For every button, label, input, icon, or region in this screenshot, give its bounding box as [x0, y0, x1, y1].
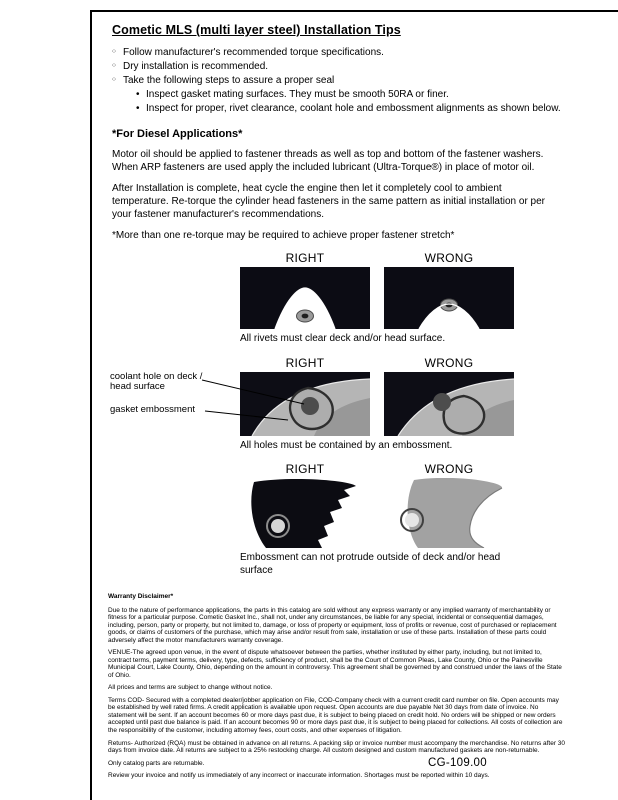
right-label: RIGHT — [285, 355, 325, 370]
warranty-paragraph: Returns- Authorized (RQA) must be obtained in advance on all returns. A packing slip or invoice number must accompany the merchandise. No returns after 30 days from invoice date. All returns are subject to a 25% restocking charge. All custom designed and custom manufactured gaskets are non-returnable. — [108, 739, 566, 755]
rivet-diagram-caption: All rivets must clear deck and/or head surface. — [240, 333, 446, 344]
hole-diagram-panels — [240, 372, 552, 436]
rivet-wrong-diagram — [384, 267, 514, 329]
warranty-disclaimer-section — [108, 593, 566, 780]
rivet-right-diagram — [240, 267, 370, 329]
wrong-label: WRONG — [424, 462, 474, 476]
warranty-paragraph: All prices and terms are subject to change without notice. — [108, 684, 273, 692]
rivet-diagram-row — [240, 251, 552, 346]
retorque-note: *More than one re-torque may be required to achieve proper fastener stretch* — [112, 230, 455, 241]
installation-tips-list — [112, 46, 608, 115]
diesel-applications-heading: *For Diesel Applications* — [112, 128, 243, 140]
protrude-diagram-panels — [240, 478, 552, 548]
gasket-embossment-label: gasket embossment — [110, 403, 196, 415]
wrong-label: WRONG — [424, 355, 474, 370]
warranty-paragraph: Terms COD- Secured with a completed dealer/jobber application on File, COD-Company check with a current credit card number on file. Open accounts may be established by well rated firms. A credit application is available upon request. Open accounts are due payable Net 30 days from date of invoice. No statement will be sent. If an account becomes 60 or more days past due, it is subject to being placed on credit hold. No orders will be shipped or new orders accepted until past due balance is paid. If an account becomes 90 or more days past due, it is subject to being placed for collections. All costs of collection are the responsibility of the customer, including attorney fees, court costs, and other expenses of litigation. — [108, 696, 563, 734]
diesel-paragraph-2: After Installation is complete, heat cycle the engine then let it completely cool to ambient temperature. Re-torque the cylinder head fasteners in the same pattern as initial installation or per your fastener manufacturer's recommendations. — [112, 183, 546, 220]
protrude-wrong-diagram — [384, 478, 514, 548]
right-label: RIGHT — [285, 251, 325, 265]
warranty-paragraph: Due to the nature of performance applications, the parts in this catalog are sold without any express warranty or any implied warranty of merchantability or fitness for a particular purpose. Cometic Gasket Inc., shall not, under any circumstances, be liable for any special, incidental or consequential damages, including, person, party or property, but not limited to, damage, or loss of property or equipment, loss of profits or revenue, cost of purchased or replacement goods, or claims of customers of the purchase, which may arise and/or result from sale, installation or use of these parts. Installation of these parts could adversely affect the motor manufacturers warranty coverage. — [108, 606, 557, 644]
coolant-hole-label: coolant hole on deck / head surface — [110, 370, 203, 393]
subtip-item: • Inspect for proper, rivet clearance, coolant hole and embossment alignments as shown below. — [136, 102, 608, 115]
hole-right-diagram — [240, 372, 370, 436]
document-number: CG-109.00 — [428, 757, 487, 769]
tip-item: ○ Dry installation is recommended. — [112, 60, 608, 73]
page-title: Cometic MLS (multi layer steel) Installation Tips — [112, 23, 401, 37]
tip-item — [112, 74, 608, 115]
hole-diagram-caption: All holes must be contained by an embossment. — [240, 439, 453, 451]
tip-item-text: Take the following steps to assure a proper seal — [123, 75, 335, 86]
protrude-diagram-row — [240, 462, 552, 577]
right-label: RIGHT — [285, 462, 325, 476]
diesel-paragraph-1: Motor oil should be applied to fastener threads as well as top and bottom of the fastener washers. When ARP fasteners are used apply the included lubricant (Ultra-Torque®) in place of motor oil. — [112, 149, 544, 173]
protrude-right-diagram — [240, 478, 370, 548]
rivet-diagram-panels — [240, 267, 552, 329]
subtip-item: • Inspect gasket mating surfaces. They must be smooth 50RA or finer. — [136, 88, 608, 101]
installation-subtips-list — [136, 88, 608, 115]
warranty-paragraph: VENUE-The agreed upon venue, in the event of dispute whatsoever between the parties, whether instituted by either party, including, but not limited to, contract terms, payment terms, delivery, type, defects, sufficiency of product, shall be the Court of Common Pleas, Lake County, Ohio or the Painesville Municipal Court, Lake County, Ohio, depending on the amount in controversy. This agreement shall be governed by and construed under the laws of the State of Ohio. — [108, 649, 562, 679]
hole-diagram-row — [110, 355, 552, 453]
protrude-diagram-caption: Embossment can not protrude outside of deck and/or head surface — [240, 552, 501, 576]
tip-item: ○ Follow manufacturer's recommended torque specifications. — [112, 46, 608, 59]
protrude-diagram-headers — [240, 462, 552, 476]
warranty-paragraph: Only catalog parts are returnable. — [108, 759, 205, 767]
rivet-diagram-headers — [240, 251, 552, 265]
hole-diagram-headers — [240, 356, 552, 370]
wrong-label: WRONG — [424, 251, 474, 265]
hole-wrong-diagram — [384, 372, 514, 436]
warranty-heading: Warranty Disclaimer* — [108, 593, 174, 600]
diagram-section — [110, 251, 552, 577]
warranty-paragraph: Review your invoice and notify us immediately of any incorrect or inaccurate information. Shortages must be reported within 10 days. — [108, 772, 490, 780]
page-frame — [90, 10, 618, 800]
